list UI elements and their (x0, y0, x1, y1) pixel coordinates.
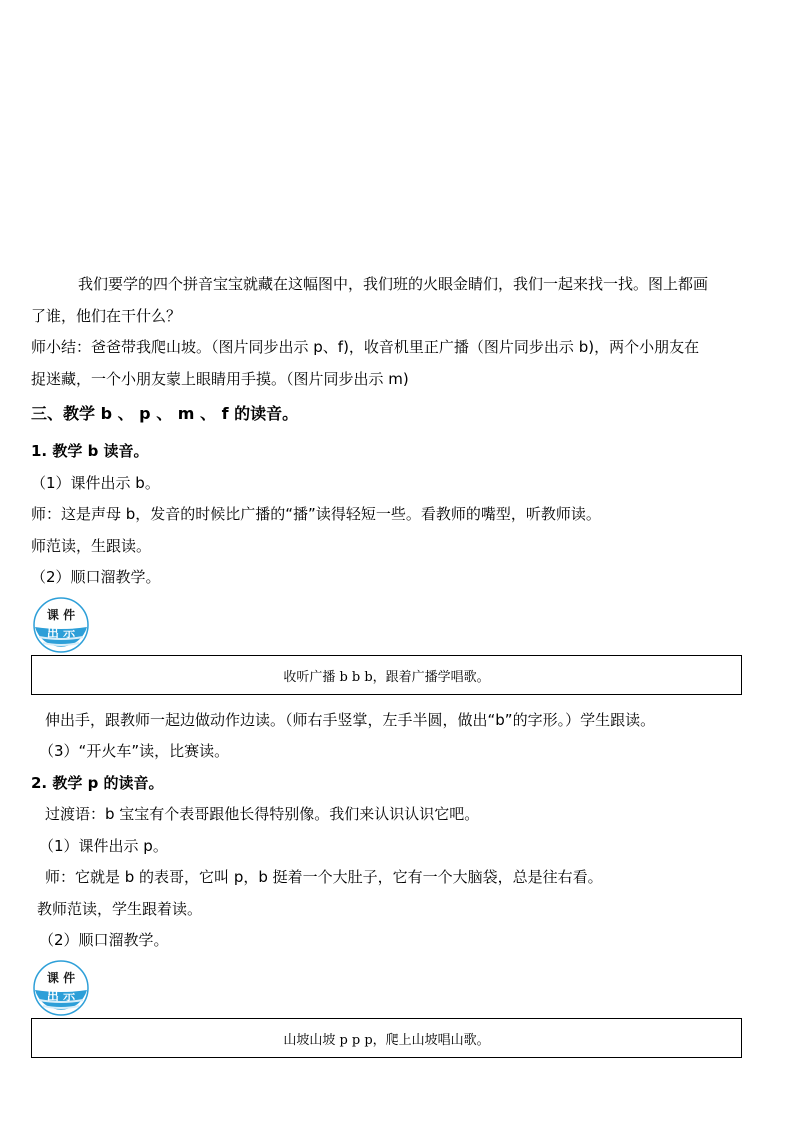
paragraph-intro-1: 我们要学的四个拼音宝宝就藏在这幅图中，我们班的火眼金睛们，我们一起来找一找。图上都画 (78, 275, 709, 293)
part-2-teacher-line: 师：它就是 b 的表哥，它叫 p，b 挺着一个大肚子，它有一个大脑袋，总是往右看。 (45, 868, 603, 886)
part-1-step-2: （2）顺口溜教学。 (31, 568, 161, 586)
part-1-model-reading: 师范读，生跟读。 (31, 537, 152, 555)
paragraph-intro-2: 了谁，他们在干什么？ (31, 307, 182, 325)
part-1-gesture: 伸出手，跟教师一起边做动作边读。（师右手竖掌，左手半圆，做出“b”的字形。）学生跟读。 (45, 711, 656, 729)
part-2-transition: 过渡语：b 宝宝有个表哥跟他长得特别像。我们来认识认识它吧。 (45, 805, 480, 823)
part-2-step-1: （1）课件出示 p。 (39, 837, 168, 855)
part-2-heading: 2. 教学 p 的读音。 (31, 774, 164, 792)
part-2-step-2: （2）顺口溜教学。 (39, 931, 169, 949)
rhyme-box-p (31, 1018, 742, 1058)
badge-bottom-text: 出 示 (46, 989, 76, 1003)
rhyme-box-b (31, 655, 742, 695)
part-2-model-reading: 教师范读，学生跟着读。 (37, 900, 203, 918)
section-3-heading: 三、教学 b 、 p 、 m 、 f 的读音。 (31, 404, 299, 423)
part-1-heading: 1. 教学 b 读音。 (31, 442, 149, 460)
part-1-step-1: （1）课件出示 b。 (31, 474, 160, 492)
badge-top-text: 课 件 (46, 608, 76, 622)
part-1-teacher-line: 师：这是声母 b，发音的时候比广播的“播”读得轻短一些。看教师的嘴型，听教师读。 (31, 505, 601, 523)
badge-bottom-text: 出 示 (46, 626, 76, 640)
paragraph-summary-1: 师小结：爸爸带我爬山坡。（图片同步出示 p、f)，收音机里正广播（图片同步出示 b)，两个小朋友在 (31, 338, 700, 356)
part-1-step-3: （3）“开火车”读，比赛读。 (39, 742, 230, 760)
paragraph-summary-2: 捉迷藏，一个小朋友蒙上眼睛用手摸。（图片同步出示 m) (31, 370, 409, 388)
badge-top-text: 课 件 (46, 971, 76, 985)
courseware-badge-icon (33, 960, 89, 1016)
rhyme-text-b: 收听广播 b b b，跟着广播学唱歌。 (283, 669, 490, 685)
rhyme-text-p: 山坡山坡 p p p，爬上山坡唱山歌。 (283, 1032, 490, 1048)
courseware-badge-icon (33, 597, 89, 653)
